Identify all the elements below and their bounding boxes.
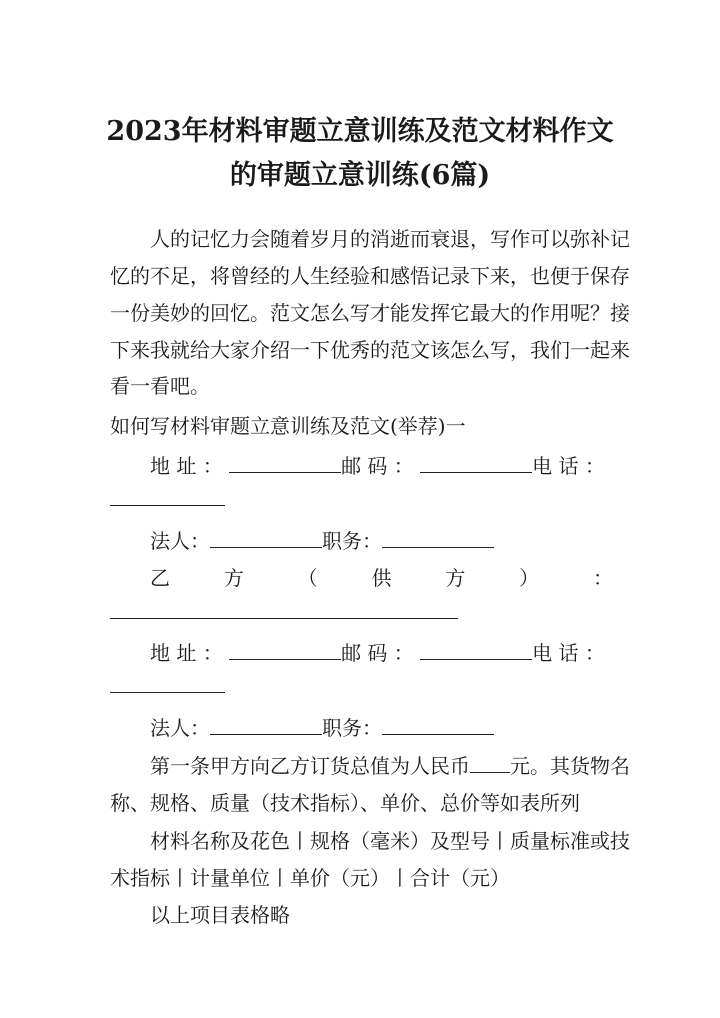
document-title-line2: 的审题立意训练(6篇): [229, 160, 491, 191]
party-b-char: ：: [592, 566, 613, 590]
clause-line: 称、规格、质量（技术指标）、单价、总价等如表所列: [110, 791, 580, 815]
legal-line: [110, 713, 613, 743]
position-blank: [382, 527, 494, 548]
address-label: 地 址 ：: [150, 641, 223, 665]
position-label: 职务：: [322, 716, 382, 740]
party-b-char: 方: [223, 566, 244, 590]
clause-text: 第一条甲方向乙方订货总值为人民币: [150, 754, 470, 778]
amount-blank: [470, 752, 510, 773]
intro-line: 忆的不足，将曾经的人生经验和感悟记录下来，也便于保存: [110, 264, 630, 288]
party-b-blank: [110, 617, 458, 619]
phone-label: 电 话 ：: [532, 641, 605, 665]
party-b-char: 方: [445, 566, 466, 590]
party-b-line: [110, 563, 613, 593]
table-header-line: 材料名称及花色丨规格（毫米）及型号丨质量标准或技: [150, 829, 630, 853]
clause-text: 元。其货物名: [510, 754, 630, 778]
intro-line: 人的记忆力会随着岁月的消逝而衰退，写作可以弥补记: [150, 227, 630, 251]
postcode-label: 邮 码 ：: [341, 641, 414, 665]
table-note: 以上项目表格略: [150, 903, 290, 927]
legal-person-label: 法人：: [150, 529, 210, 553]
postcode-label: 邮 码 ：: [341, 454, 414, 478]
intro-line: 看一看吧。: [110, 374, 210, 398]
address-blank: [229, 639, 341, 660]
postcode-blank: [420, 452, 532, 473]
table-header-line: 术指标丨计量单位丨单价（元）丨合计（元）: [110, 866, 510, 890]
legal-person-blank: [210, 527, 322, 548]
party-b-char: 乙: [150, 566, 170, 590]
party-b-char: （: [297, 566, 318, 590]
legal-person-blank: [210, 714, 322, 735]
party-b-char: 供: [371, 566, 392, 590]
contact-line: [110, 451, 613, 481]
contact-line: [110, 638, 613, 668]
postcode-blank: [420, 639, 532, 660]
legal-person-label: 法人：: [150, 716, 210, 740]
clause-line: [110, 751, 630, 781]
intro-line: 下来我就给大家介绍一下优秀的范文该怎么写，我们一起来: [110, 338, 630, 362]
position-blank: [382, 714, 494, 735]
address-label: 地 址 ：: [150, 454, 223, 478]
phone-blank: [110, 691, 225, 693]
phone-blank: [110, 504, 225, 506]
document-title-line1: 2023年材料审题立意训练及范文材料作文: [106, 116, 614, 147]
party-b-char: ）: [519, 566, 540, 590]
phone-label: 电 话 ：: [532, 454, 605, 478]
section-heading: 如何写材料审题立意训练及范文(举荐)一: [110, 414, 466, 438]
address-blank: [229, 452, 341, 473]
position-label: 职务：: [322, 529, 382, 553]
intro-line: 一份美妙的回忆。范文怎么写才能发挥它最大的作用呢？接: [110, 301, 630, 325]
legal-line: [110, 526, 613, 556]
